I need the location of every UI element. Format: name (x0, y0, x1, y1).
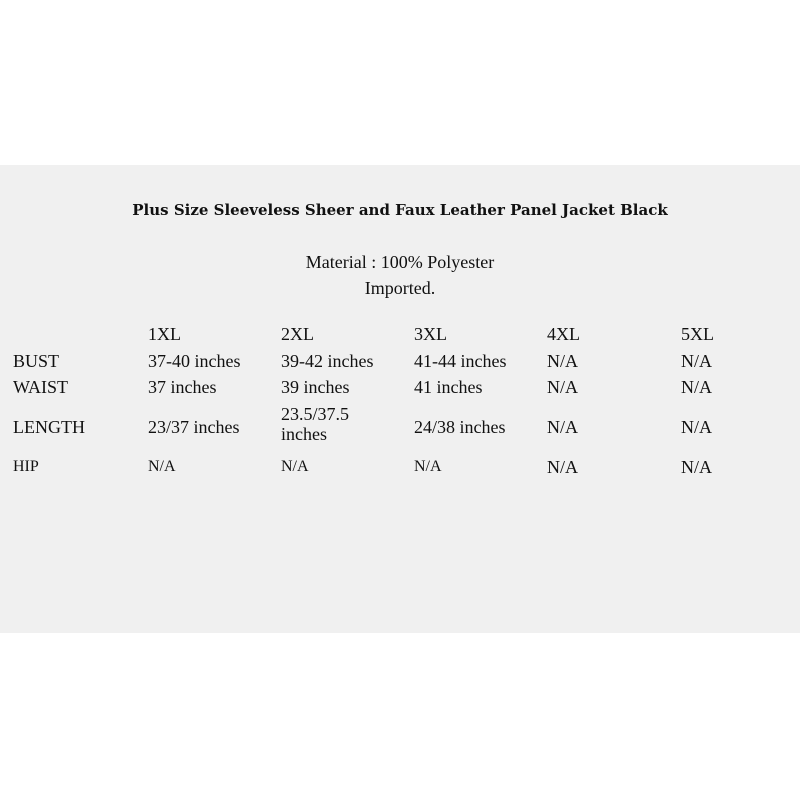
table-cell: N/A (547, 457, 578, 477)
imported-text: Imported. (364, 278, 436, 298)
row-label-length: LENGTH (13, 417, 85, 437)
size-header-2xl: 2XL (281, 324, 314, 344)
size-header-4xl: 4XL (547, 324, 580, 344)
table-cell: 37 inches (148, 377, 217, 397)
row-label-waist: WAIST (13, 377, 68, 397)
row-label-bust: BUST (13, 351, 60, 371)
size-header-5xl: 5XL (681, 324, 714, 344)
table-cell: 23.5/37.5 inches (281, 404, 350, 444)
table-cell: N/A (681, 457, 712, 477)
table-cell: 41 inches (414, 377, 483, 397)
table-cell: N/A (414, 458, 442, 475)
table-cell: 41-44 inches (414, 351, 507, 371)
table-cell: 24/38 inches (414, 417, 506, 437)
material-text: Material : 100% Polyester (305, 252, 495, 272)
table-cell: 39-42 inches (281, 351, 374, 371)
row-label-hip: HIP (13, 458, 39, 475)
product-title: Plus Size Sleeveless Sheer and Faux Leather Panel Jacket Black (132, 201, 668, 219)
size-header-1xl: 1XL (148, 324, 181, 344)
size-header-3xl: 3XL (414, 324, 447, 344)
table-cell: 23/37 inches (148, 417, 240, 437)
table-cell: N/A (547, 351, 578, 371)
table-cell: N/A (681, 377, 712, 397)
table-cell: N/A (547, 377, 578, 397)
table-cell: N/A (547, 417, 578, 437)
table-cell: N/A (681, 351, 712, 371)
table-cell: N/A (281, 458, 309, 475)
table-cell: 39 inches (281, 377, 350, 397)
table-cell: 37-40 inches (148, 351, 241, 371)
size-chart-panel (0, 165, 800, 633)
table-cell: N/A (681, 417, 712, 437)
table-cell: N/A (148, 458, 176, 475)
